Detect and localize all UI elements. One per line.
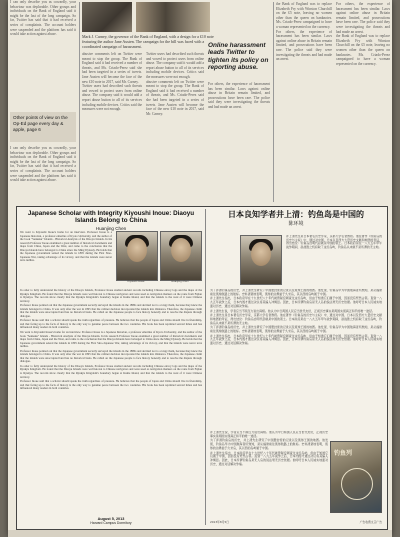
news-photo: [136, 2, 210, 32]
column-divider: [273, 2, 274, 202]
photo-caption: Mark J. Carney, the governor of the Bank of England, with a design for a £10 note featuring the author Jane Austen. The campaign for the bill was faced with a coordinated campaign of harassment.: [82, 34, 214, 49]
portrait-caption: Huanjing Chen: [171, 280, 189, 283]
chinese-article: [205, 209, 386, 525]
portrait-photo-zh: [240, 235, 282, 285]
advertisement-box: [16, 206, 388, 530]
byline-zh: 陈环境: [288, 221, 304, 227]
column-text: For others, the experience of harassment has been similar. Laws against online abuse in Britain remain limited, and prosecutions have been rare. The police said they were investigating the threats and had made an arrest.: [336, 2, 390, 34]
book-cover-image: [330, 441, 382, 513]
column-text: I can only describe you as cowardly, your behaviour was deplorable. Other groups and individuals on the Bank of England said it might be the last of the long campaign. So far, Twitter has said that it had received a series of complaints. The account holders were suspended and the platform has said it would take action against abuse.: [10, 0, 76, 37]
paragraph: 井上清先生指出，日本政府早在十九世纪八十年代就曾秘密调查过这些岛屿，但由于知道它们属于中国，因而没有贸然占领。直到一八九五年战争之后，日本内阁才通过决议将其编入冲绳县。因此，日本所谓钓鱼岛是无人岛的说法毫无历史依据。他呼吁日本人民诚实地面对历史，通过对话解决争端。: [210, 333, 382, 346]
ad-footer-zh: [210, 520, 382, 524]
paragraph: 井上清先生说，学者应当不顾压力说出真相。他认为中日两国人民应当世代友好，正视历史事实是两国实现真正和平的唯一途径。: [210, 308, 375, 313]
column-text: abusive comments left on Twitter were meant to stop the group. The Bank of England said it had received a number of threats, and Ms. Criado-Perez said she had been targeted in a series of tweets. Jane Austen will become the face of the new £10 note in 2017, said Mr. Carney.: [82, 52, 142, 84]
column-text: the Bank of England was to replace Elizabeth Fry with Winston Churchill on the £5 note, leaving no women other than the queen on banknotes. Ms. Criado-Perez campaigned to have a woman represented on the currency.: [336, 34, 390, 66]
article-body-zh-continued: [210, 289, 382, 429]
map-graphic: [341, 468, 373, 500]
article-column-4: [208, 82, 270, 204]
paragraph: 井上清先生指出，日本政府早在十九世纪八十年代就曾秘密调查过这些岛屿，但由于知道它们属于中国，因而没有贸然占领。直到一八九五年战争之后，日本内阁才通过决议将其编入冲绳县。因此，日本所谓钓鱼岛是无人岛的说法毫无历史依据。他呼吁日本人民诚实地面对历史，通过对话解决争端。: [210, 450, 328, 466]
paragraph: We went to Kiyoushi Inoue's home for an interview. Professor Inoue is a Japanese historian, a professor emeritus of Kyoto University, and the author of the book "Senkaku" Islands - Historical Analysis of the Diaoyu Islands. In his research Professor Inoue examined a great number of historical documents and maps from China, Japan and the West, and came to the conclusion that the Diaoyu Islands have belonged to China since the Ming Dynasty. He holds that the Japanese government seized the islands in 1895 during the First Sino-Japanese War, taking advantage of its victory, and that the islands were never terra nullius.: [20, 330, 202, 349]
ad-date: August 5, 2013: [97, 517, 125, 521]
article-column-5: [276, 2, 332, 204]
portrait-caption: Kiyoushi Inoue: [127, 280, 145, 283]
paragraph: Professor Inoue said that a scholar should speak the truth regardless of pressure. He believes that the people of Japan and China should live in friendship, and that facing up to the facts of history is the only way to genuine peace between the two countries. His book has been reprinted several times and has influenced many readers in both countries.: [20, 379, 202, 391]
article-column-6: [336, 2, 390, 204]
article-column-2: [82, 52, 142, 204]
ad-footer-en: [20, 517, 202, 525]
paragraph: 为了弄清钓鱼岛的历史，井上清先生研究了中国册封使的记录以及琉球王国的地图。他发现，钓鱼岛早为中国航海者所熟知，是从福建前往琉球航路上的航标。史料清楚地表明，琉球的边界始于久米岛，其以西的岛屿属于中国。: [210, 325, 382, 334]
column-text: For others, the experience of harassment has been similar. Laws against online abuse in Britain remain limited, and prosecutions have been rare. The police said they were investigating the threats and had made an arrest.: [208, 82, 270, 109]
ad-label-zh: 广告收费文章广告: [359, 520, 382, 524]
paragraph: We went to Kiyoushi Inoue's home for an interview. Professor Inoue is a Japanese historian, a professor emeritus of Kyoto University, and the author of the book "Senkaku" Islands - Historical Analysis of the Diaoyu Islands. In his research Professor Inoue examined a great number of historical documents and maps from China, Japan and the West, and came to the conclusion that the Diaoyu Islands have belonged to China since the Ming Dynasty. He holds that the Japanese government seized the islands in 1895 during the First Sino-Japanese War, taking advantage of its victory, and that the islands were never terra nullius.: [20, 231, 112, 263]
article-body-en: [20, 231, 112, 287]
paragraph: In order to fully understand the history of the Diaoyu Islands, Professor Inoue studied ancient records including Chinese envoy logs and the maps of the Ryukyu Kingdom. He found that the Diaoyu Islands were well known to Chinese navigators and were used as navigation markers on the route from Fujian to Ryukyu. The records show clearly that the Ryukyu Kingdom's boundary began at Kume Island, and that the islands to the west of it were Chinese territory.: [20, 363, 202, 379]
column-divider: [79, 2, 80, 202]
portrait-photo-inoue: [116, 231, 158, 281]
byline-en: Huanjing Chen: [95, 225, 127, 231]
paragraph: In order to fully understand the history of the Diaoyu Islands, Professor Inoue studied ancient records including Chinese envoy logs and the maps of the Ryukyu Kingdom. He found that the Diaoyu Islands were well known to Chinese navigators and were used as navigation markers on the route from Fujian to Ryukyu. The records show clearly that the Ryukyu Kingdom's boundary began at Kume Island, and that the islands to the west of it were Chinese territory.: [20, 289, 202, 303]
pull-quote: Online harassment leads Twitter to tighten its policy on reporting abuse.: [208, 42, 269, 72]
column-text: the Bank of England was to replace Elizabeth Fry with Winston Churchill on the £5 note, leaving no women other than the queen on banknotes. Ms. Criado-Perez campaigned to have a woman represented on the currency.: [276, 2, 332, 29]
newspaper-top-section: [8, 0, 392, 206]
paragraph: Professor Inoue pointed out that the Japanese government secretly surveyed the islands in the 1880s and decided not to occupy them, because they knew the islands belonged to China. It was only after the war in 1895 that the cabinet decision incorporated the islands into Okinawa. Therefore, the Japanese claim that the islands were unoccupied land has no historical basis. He called on the Japanese people to face history honestly and to resolve the dispute through dialogue.: [20, 303, 202, 318]
english-article: [20, 209, 202, 525]
article-body-zh-end: [210, 431, 328, 513]
paragraph: Professor Inoue pointed out that the Japanese government secretly surveyed the islands in the 1880s and decided not to occupy them, because they knew the islands belonged to China. It was only after the war in 1895 that the cabinet decision incorporated the islands into Okinawa. Therefore, the Japanese claim that the islands were unoccupied land has no historical basis. He called on the Japanese people to face history honestly and to resolve the dispute through dialogue.: [20, 348, 202, 364]
article-body-zh: [286, 235, 382, 285]
op-ed-teaser-text: Other points of view on the Op-Ed page every day & apple, page 6: [13, 115, 68, 132]
paragraph: Professor Inoue said that a scholar should speak the truth regardless of pressure. He believes that the people of Japan and China should live in friendship, and that facing up to the facts of history is the only way to genuine peace between the two countries. His book has been reprinted several times and has influenced many readers in both countries.: [20, 318, 202, 330]
page-bottom-strip: [8, 530, 392, 537]
article-column-1: [10, 0, 76, 110]
column-text: For others, the experience of harassment has been similar. Laws against online abuse in Britain remain limited, and prosecutions have been rare. The police said they were investigating the threats and had made an arrest.: [276, 29, 332, 62]
newspaper-page: [8, 0, 392, 537]
paragraph: 井上清先生说，学者应当不顾压力说出真相。他认为中日两国人民应当世代友好，正视历史事实是两国实现真正和平的唯一途径。: [210, 431, 328, 438]
column-text: Twitter users had described such threats and vowed to protect users from online abuse. The company said it would add a report abuse button to all of its services including mobile devices. Critics said the measures were not enough.: [146, 52, 204, 79]
paragraph: 井上清先生是日本著名历史学家，京都大学名誉教授。他在著作《钓鱼岛的历史与主权》中，通过对中国、日本以及西方大量历史文献和地图的考证，得出结论：钓鱼岛自明代起就是中国的领土。日本政府是在一八九五年甲午战争期间，趁战胜之机窃取了这些岛屿，钓鱼岛从来就不是所谓的无主地。: [286, 235, 382, 250]
op-ed-teaser-box: [10, 112, 76, 142]
ad-date-zh: 2013年8月5日: [210, 520, 230, 524]
article-column-3: [146, 52, 204, 204]
paragraph: 为了弄清钓鱼岛的历史，井上清先生研究了中国册封使的记录以及琉球王国的地图。他发现，钓鱼岛早为中国航海者所熟知，是从福建前往琉球航路上的航标。史料清楚地表明，琉球的边界始于久米岛，其以西的岛屿属于中国。: [210, 438, 328, 450]
article-headline-en: Japanese Scholar with Integrity Kiyoushi Inoue: Diaoyu Islands Belong to China: [27, 210, 195, 225]
paragraph: 井上清先生是日本著名历史学家，京都大学名誉教授。他在著作《钓鱼岛的历史与主权》中，通过对中国、日本以及西方大量历史文献和地图的考证，得出结论：钓鱼岛自明代起就是中国的领土。日本政府是在一八九五年甲午战争期间，趁战胜之机窃取了这些岛屿，钓鱼岛从来就不是所谓的无主地。: [210, 313, 382, 325]
book-cover-title: 钓鱼列: [334, 450, 353, 457]
paragraph: 井上清先生指出，日本政府早在十九世纪八十年代就曾秘密调查过这些岛屿，但由于知道它们属于中国，因而没有贸然占领。直到一八九五年战争之后，日本内阁才通过决议将其编入冲绳县。因此，日本所谓钓鱼岛是无人岛的说法毫无历史依据。他呼吁日本人民诚实地面对历史，通过对话解决争端。: [210, 296, 382, 308]
column-text: Twitter users had described such threats and vowed to protect users from online abuse. The company said it would add a report abuse button to all of its services including mobile devices. Critics said the measures were not enough.: [82, 84, 142, 112]
news-photo: [82, 2, 132, 32]
article-column-1b: [10, 146, 76, 204]
portrait-photo-chen: [160, 231, 202, 281]
article-body-en-continued: [20, 289, 202, 511]
article-headline-zh: 日本良知学者井上清：钓鱼岛是中国的: [228, 210, 364, 219]
column-text: abusive comments left on Twitter were meant to stop the group. The Bank of England said it had received a number of threats, and Ms. Criado-Perez said she had been targeted in a series of tweets. Jane Austen will become the face of the new £10 note in 2017, said Mr. Carney.: [146, 79, 204, 116]
column-text: I can only describe you as cowardly, your behaviour was deplorable. Other groups and individuals on the Bank of England said it might be the last of the long campaign. So far, Twitter has said that it had received a series of complaints. The account holders were suspended and the platform has said it would take action against abuse.: [10, 146, 76, 183]
ad-sponsor: Harvard Campus Dormitory: [90, 521, 132, 525]
paragraph: 为了弄清钓鱼岛的历史，井上清先生研究了中国册封使的记录以及琉球王国的地图。他发现，钓鱼岛早为中国航海者所熟知，是从福建前往琉球航路上的航标。史料清楚地表明，琉球的边界始于久米岛，其以西的岛屿属于中国。: [210, 289, 382, 296]
